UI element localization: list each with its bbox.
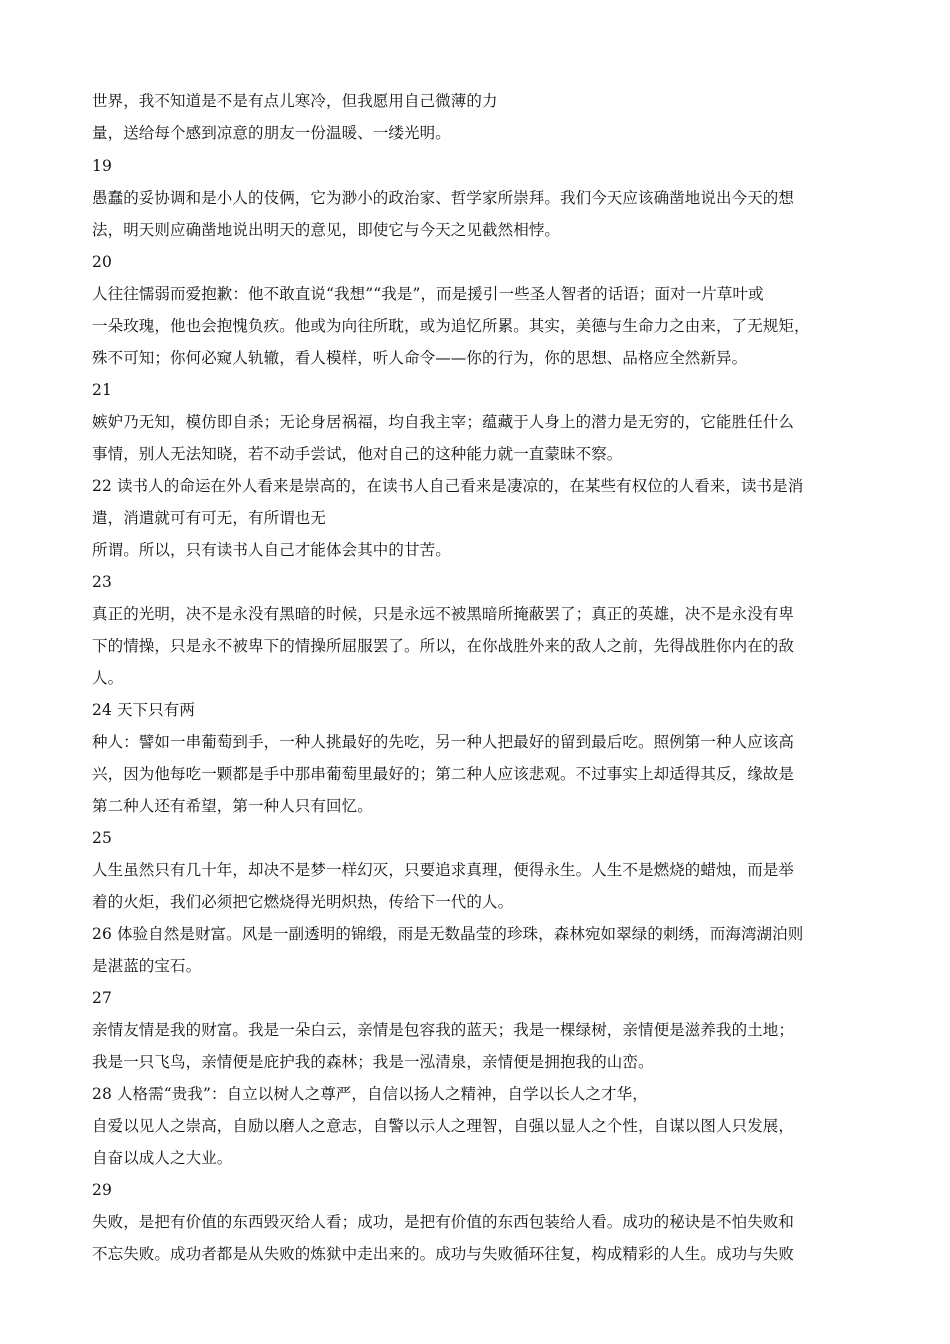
- text-line: 法，明天则应确凿地说出明天的意见，即使它与今天之见截然相悖。: [92, 221, 561, 239]
- text-line: 人。: [92, 669, 124, 687]
- text-line: 兴，因为他每吃一颗都是手中那串葡萄里最好的；第二种人应该悲观。不过事实上却适得其反，缘故是: [92, 765, 795, 783]
- text-line: 失败，是把有价值的东西毁灭给人看；成功，是把有价值的东西包装给人看。成功的秘诀是不怕失败和: [92, 1213, 795, 1231]
- text-line: 第二种人还有希望，第一种人只有回忆。: [92, 797, 373, 815]
- text-line: 亲情友情是我的财富。我是一朵白云，亲情是包容我的蓝天；我是一棵绿树，亲情便是滋养我的土地；: [92, 1021, 795, 1039]
- text-line: 是湛蓝的宝石。: [92, 957, 202, 975]
- text-line: 24 天下只有两: [92, 701, 195, 719]
- text-line: 不忘失败。成功者都是从失败的炼狱中走出来的。成功与失败循环往复，构成精彩的人生。成功与失败: [92, 1245, 795, 1263]
- text-line: 真正的光明，决不是永没有黑暗的时候，只是永远不被黑暗所掩蔽罢了；真正的英雄，决不是永没有卑: [92, 605, 795, 623]
- text-line: 所谓。所以，只有读书人自己才能体会其中的甘苦。: [92, 541, 451, 559]
- text-line: 种人：譬如一串葡萄到手，一种人挑最好的先吃，另一种人把最好的留到最后吃。照例第一种人应该高: [92, 733, 795, 751]
- text-line: 22 读书人的命运在外人看来是崇高的，在读书人自己看来是凄凉的，在某些有权位的人看来，读书是消: [92, 477, 804, 495]
- text-line: 28 人格需“贵我”：自立以树人之尊严，自信以扬人之精神，自学以长人之才华，: [92, 1085, 648, 1103]
- text-line: 我是一只飞鸟，亲情便是庇护我的森林；我是一泓清泉，亲情便是拥抱我的山峦。: [92, 1053, 654, 1071]
- section-number: 27: [92, 989, 112, 1007]
- text-line: 人生虽然只有几十年，却决不是梦一样幻灭，只要追求真理，便得永生。人生不是燃烧的蜡烛，而是举: [92, 861, 795, 879]
- text-line: 自奋以成人之大业。: [92, 1149, 233, 1167]
- text-line: 殊不可知；你何必窥人轨辙，看人模样，听人命令——你的行为，你的思想、品格应全然新异。: [92, 349, 748, 367]
- text-line: 着的火炬，我们必须把它燃烧得光明炽热，传给下一代的人。: [92, 893, 514, 911]
- text-line: 事情，别人无法知晓，若不动手尝试，他对自己的这种能力就一直蒙昧不察。: [92, 445, 623, 463]
- text-line: 下的情操，只是永不被卑下的情操所屈服罢了。所以，在你战胜外来的敌人之前，先得战胜你内在的敌: [92, 637, 795, 655]
- text-line: 遣，消遣就可有可无，有所谓也无: [92, 509, 327, 527]
- section-number: 29: [92, 1181, 112, 1199]
- text-line: 世界，我不知道是不是有点儿寒冷，但我愿用自己微薄的力: [92, 92, 498, 110]
- text-line: 人往往懦弱而爱抱歉：他不敢直说“我想”“我是”，而是援引一些圣人智者的话语；面对一片草叶或: [92, 285, 764, 303]
- text-line: 26 体验自然是财富。风是一副透明的锦缎，雨是无数晶莹的珍珠，森林宛如翠绿的刺绣，而海湾湖泊则: [92, 925, 804, 943]
- section-number: 19: [92, 157, 112, 175]
- text-line: 嫉妒乃无知，模仿即自杀；无论身居祸福，均自我主宰；蕴藏于人身上的潜力是无穷的，它能胜任什么: [92, 413, 795, 431]
- section-number: 25: [92, 829, 112, 847]
- section-number: 21: [92, 381, 112, 399]
- section-number: 20: [92, 253, 112, 271]
- text-line: 愚蠢的妥协调和是小人的伎俩，它为渺小的政治家、哲学家所崇拜。我们今天应该确凿地说出今天的想: [92, 189, 795, 207]
- text-line: 量，送给每个感到凉意的朋友一份温暖、一缕光明。: [92, 124, 451, 142]
- section-number: 23: [92, 573, 112, 591]
- text-line: 自爱以见人之崇高，自励以磨人之意志，自警以示人之理智，自强以显人之个性，自谋以图人只发展，: [92, 1117, 795, 1135]
- text-line: 一朵玫瑰，他也会抱愧负疚。他或为向往所耽，或为追忆所累。其实，美德与生命力之由来，了无规矩，: [92, 317, 810, 335]
